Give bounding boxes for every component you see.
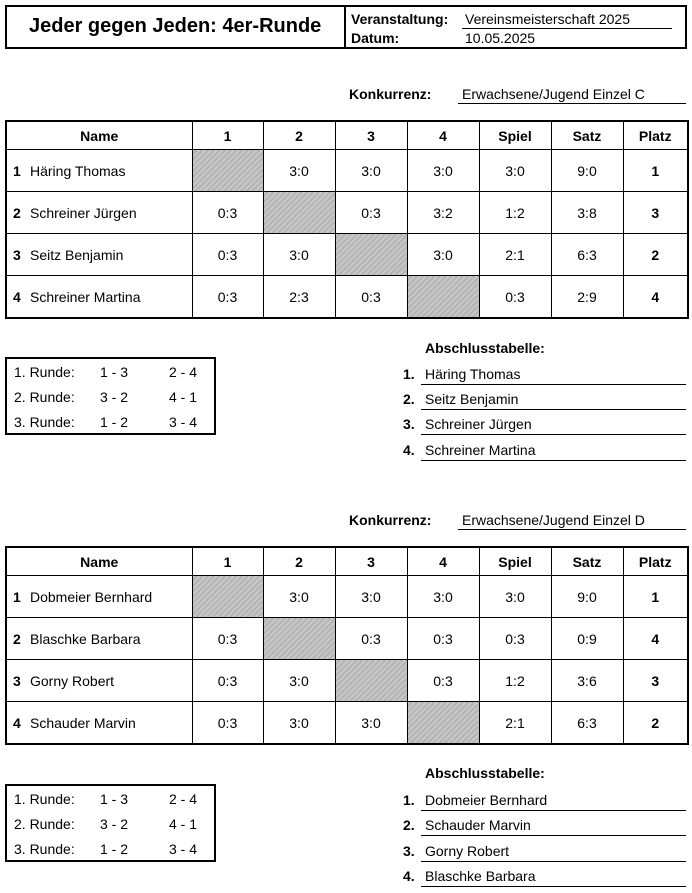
round-row [7, 364, 214, 384]
rank-underline [421, 861, 686, 862]
player-name: Seitz Benjamin [30, 246, 124, 263]
satz-cell: 3:6 [551, 660, 623, 702]
round-label: 2. Runde: [14, 816, 75, 832]
rank-name: Blaschke Barbara [425, 868, 536, 884]
spiel-cell: 3:0 [479, 576, 551, 618]
score-cell: 3:0 [335, 150, 407, 192]
final-rank-row [403, 866, 686, 887]
score-cell: 0:3 [335, 618, 407, 660]
col-header-3: 3 [335, 547, 407, 576]
satz-cell: 3:8 [551, 192, 623, 234]
round-match-b: 4 - 1 [169, 389, 198, 405]
spiel-cell: 0:3 [479, 618, 551, 660]
platz-cell: 3 [623, 660, 688, 702]
final-table-title: Abschlusstabelle: [425, 340, 545, 356]
blocked-cell [407, 702, 479, 745]
player-name-cell [6, 702, 192, 745]
rank-name: Seitz Benjamin [425, 391, 519, 407]
player-number: 2 [13, 630, 21, 647]
score-cell: 3:0 [263, 150, 335, 192]
final-rank-row [403, 414, 686, 435]
rank-number: 4. [403, 442, 415, 458]
rank-name: Häring Thomas [425, 366, 521, 382]
satz-cell: 9:0 [551, 150, 623, 192]
spiel-cell: 3:0 [479, 150, 551, 192]
round-row [7, 414, 214, 434]
player-number: 4 [13, 714, 21, 731]
satz-cell: 6:3 [551, 702, 623, 745]
score-cell: 3:0 [335, 702, 407, 745]
player-number: 2 [13, 204, 21, 221]
date-value: 10.05.2025 [465, 30, 536, 46]
player-name: Häring Thomas [30, 162, 126, 179]
blocked-cell [263, 192, 335, 234]
round-row [7, 841, 214, 861]
rank-number: 1. [403, 792, 415, 808]
score-cell: 3:2 [407, 192, 479, 234]
event-underline [462, 28, 672, 29]
rank-name: Schauder Marvin [425, 817, 531, 833]
col-header-2: 2 [263, 121, 335, 150]
page-title: Jeder gegen Jeden: 4er-Runde [29, 15, 322, 37]
round-schedule [5, 357, 216, 435]
round-match-a: 1 - 3 [100, 791, 129, 807]
score-cell: 3:0 [263, 702, 335, 745]
score-cell: 3:0 [335, 576, 407, 618]
blocked-cell [192, 576, 263, 618]
round-match-b: 3 - 4 [169, 841, 198, 857]
player-name-cell [6, 276, 192, 319]
rank-name: Dobmeier Bernhard [425, 792, 548, 808]
score-cell: 3:0 [407, 150, 479, 192]
score-cell: 0:3 [192, 192, 263, 234]
col-header-2: 2 [263, 547, 335, 576]
platz-cell: 1 [623, 576, 688, 618]
platz-cell: 2 [623, 234, 688, 276]
rank-name: Gorny Robert [425, 843, 510, 859]
score-cell: 0:3 [407, 660, 479, 702]
table-row [6, 234, 688, 276]
satz-cell: 2:9 [551, 276, 623, 319]
spiel-cell: 1:2 [479, 660, 551, 702]
blocked-cell [407, 276, 479, 319]
rank-name: Schreiner Jürgen [425, 416, 532, 432]
score-cell: 3:0 [407, 234, 479, 276]
satz-cell: 6:3 [551, 234, 623, 276]
col-header-spiel: Spiel [479, 121, 551, 150]
final-rank-row [403, 389, 686, 410]
rank-number: 2. [403, 391, 415, 407]
player-name-cell [6, 618, 192, 660]
konkurrenz-value: Erwachsene/Jugend Einzel C [462, 86, 645, 102]
rank-underline [421, 409, 686, 410]
blocked-cell [192, 150, 263, 192]
col-header-3: 3 [335, 121, 407, 150]
rank-underline [421, 810, 686, 811]
event-value: Vereinsmeisterschaft 2025 [465, 11, 630, 27]
score-cell: 0:3 [192, 660, 263, 702]
score-cell: 0:3 [192, 702, 263, 745]
date-label: Datum: [351, 30, 400, 46]
final-rank-row [403, 841, 686, 862]
final-rank-row [403, 440, 686, 461]
spiel-cell: 2:1 [479, 702, 551, 745]
table-row [6, 192, 688, 234]
col-header-satz: Satz [551, 547, 623, 576]
col-header-platz: Platz [623, 121, 688, 150]
round-label: 2. Runde: [14, 389, 75, 405]
round-match-b: 2 - 4 [169, 791, 198, 807]
header-box [5, 5, 687, 49]
round-row [7, 389, 214, 409]
table-header-row [6, 547, 688, 576]
col-header-1: 1 [192, 121, 263, 150]
blocked-cell [335, 234, 407, 276]
header-divider [344, 7, 346, 47]
rank-underline [421, 434, 686, 435]
round-label: 3. Runde: [14, 414, 75, 430]
table-row [6, 150, 688, 192]
player-number: 3 [13, 246, 21, 263]
platz-cell: 1 [623, 150, 688, 192]
table-row [6, 276, 688, 319]
final-rank-row [403, 815, 686, 836]
round-label: 1. Runde: [14, 364, 75, 380]
rank-underline [421, 384, 686, 385]
score-cell: 0:3 [407, 618, 479, 660]
round-schedule [5, 784, 216, 862]
rank-underline [421, 835, 686, 836]
score-cell: 3:0 [263, 576, 335, 618]
konkurrenz-value: Erwachsene/Jugend Einzel D [462, 512, 645, 528]
final-rank-row [403, 364, 686, 385]
score-cell: 0:3 [335, 192, 407, 234]
rank-name: Schreiner Martina [425, 442, 536, 458]
table-row [6, 660, 688, 702]
score-cell: 0:3 [192, 618, 263, 660]
player-name: Blaschke Barbara [30, 630, 141, 647]
spiel-cell: 2:1 [479, 234, 551, 276]
player-name-cell [6, 660, 192, 702]
round-match-a: 1 - 2 [100, 414, 129, 430]
table-header-row [6, 121, 688, 150]
rank-underline [421, 886, 686, 887]
player-name-cell [6, 150, 192, 192]
col-header-name: Name [6, 547, 192, 576]
rank-underline [421, 460, 686, 461]
satz-cell: 9:0 [551, 576, 623, 618]
player-name: Dobmeier Bernhard [30, 588, 153, 605]
player-number: 1 [13, 588, 21, 605]
round-row [7, 816, 214, 836]
player-name-cell [6, 234, 192, 276]
player-number: 1 [13, 162, 21, 179]
col-header-1: 1 [192, 547, 263, 576]
satz-cell: 0:9 [551, 618, 623, 660]
spiel-cell: 0:3 [479, 276, 551, 319]
round-match-a: 3 - 2 [100, 389, 129, 405]
blocked-cell [335, 660, 407, 702]
konkurrenz-underline [458, 103, 686, 104]
score-cell: 0:3 [192, 276, 263, 319]
score-cell: 3:0 [407, 576, 479, 618]
round-match-b: 2 - 4 [169, 364, 198, 380]
player-name: Schreiner Jürgen [30, 204, 137, 221]
event-label: Veranstaltung: [351, 11, 449, 27]
round-label: 1. Runde: [14, 791, 75, 807]
score-cell: 0:3 [335, 276, 407, 319]
player-name-cell [6, 192, 192, 234]
table-row [6, 576, 688, 618]
score-cell: 2:3 [263, 276, 335, 319]
platz-cell: 2 [623, 702, 688, 745]
score-cell: 0:3 [192, 234, 263, 276]
rank-number: 2. [403, 817, 415, 833]
final-rank-row [403, 790, 686, 811]
player-name: Gorny Robert [30, 672, 115, 689]
rank-number: 1. [403, 366, 415, 382]
col-header-name: Name [6, 121, 192, 150]
col-header-satz: Satz [551, 121, 623, 150]
round-match-b: 3 - 4 [169, 414, 198, 430]
score-cell: 3:0 [263, 234, 335, 276]
blocked-cell [263, 618, 335, 660]
konkurrenz-label: Konkurrenz: [349, 86, 432, 102]
spiel-cell: 1:2 [479, 192, 551, 234]
player-number: 4 [13, 288, 21, 305]
table-row [6, 702, 688, 745]
round-label: 3. Runde: [14, 841, 75, 857]
col-header-4: 4 [407, 547, 479, 576]
result-table [5, 120, 689, 319]
konkurrenz-label: Konkurrenz: [349, 512, 432, 528]
round-match-a: 1 - 2 [100, 841, 129, 857]
round-match-b: 4 - 1 [169, 816, 198, 832]
platz-cell: 4 [623, 276, 688, 319]
score-cell: 3:0 [263, 660, 335, 702]
rank-number: 3. [403, 416, 415, 432]
player-name: Schreiner Martina [30, 288, 141, 305]
col-header-platz: Platz [623, 547, 688, 576]
platz-cell: 3 [623, 192, 688, 234]
round-match-a: 3 - 2 [100, 816, 129, 832]
konkurrenz-underline [458, 529, 686, 530]
result-table [5, 546, 689, 745]
col-header-spiel: Spiel [479, 547, 551, 576]
table-row [6, 618, 688, 660]
final-table-title: Abschlusstabelle: [425, 765, 545, 781]
player-name: Schauder Marvin [30, 714, 136, 731]
rank-number: 3. [403, 843, 415, 859]
rank-number: 4. [403, 868, 415, 884]
round-row [7, 791, 214, 811]
col-header-4: 4 [407, 121, 479, 150]
player-name-cell [6, 576, 192, 618]
platz-cell: 4 [623, 618, 688, 660]
player-number: 3 [13, 672, 21, 689]
round-match-a: 1 - 3 [100, 364, 129, 380]
